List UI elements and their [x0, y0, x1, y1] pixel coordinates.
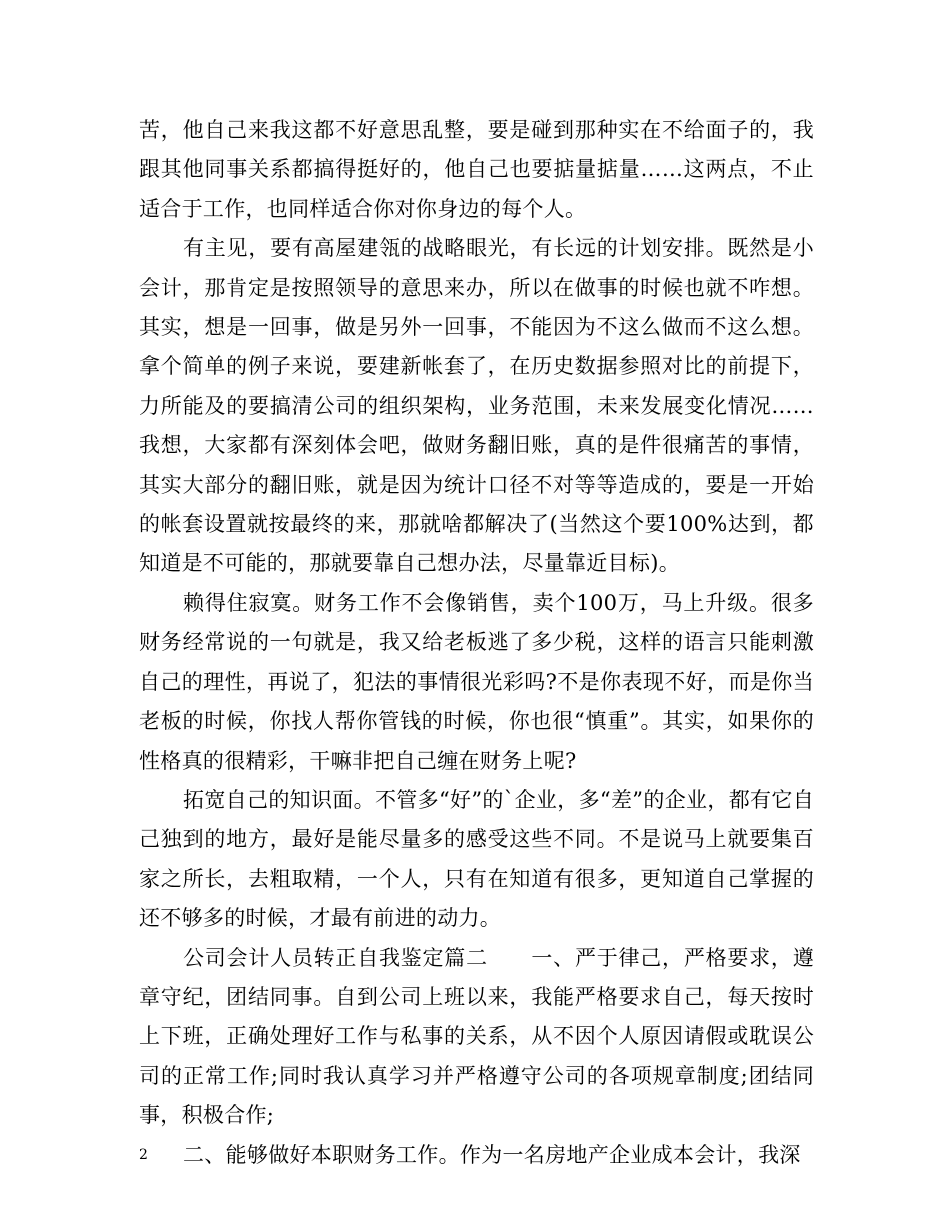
- paragraph-part-two-self-discipline: 公司会计人员转正自我鉴定篇二 一、严于律己，严格要求，遵章守纪，团结同事。自到公司上班以来，我能严格要求自己，每天按时上下班，正确处理好工作与私事的关系，从不因个人原因请假或耽误公司的正常工作;同时我认真学习并严格遵守公司的各项规章制度;团结同事，积极合作;: [139, 945, 814, 1128]
- paragraph-have-own-opinion: 有主见，要有高屋建瓴的战略眼光，有长远的计划安排。既然是小会计，那肯定是按照领导的意思来办，所以在做事的时候也就不咋想。其实，想是一回事，做是另外一回事，不能因为不这么做而不这么想。拿个简单的例子来说，要建新帐套了，在历史数据参照对比的前提下，力所能及的要搞清公司的组织架构，业务范围，未来发展变化情况……我想，大家都有深刻体会吧，做财务翻旧账，真的是件很痛苦的事情，其实大部分的翻旧账，就是因为统计口径不对等等造成的，要是一开始的帐套设置就按最终的来，那就啥都解决了(当然这个要100%达到，都知道是不可能的，那就要靠自己想办法，尽量靠近目标)。: [139, 236, 814, 576]
- paragraph-broaden-knowledge: 拓宽自己的知识面。不管多“好”的`企业，多“差”的企业，都有它自己独到的地方，最好是能尽量多的感受这些不同。不是说马上就要集百家之所长，去粗取精，一个人，只有在知道有很多，更知道自己掌握的还不够多的时候，才最有前进的动力。: [139, 787, 814, 931]
- page-number: 2: [139, 1147, 148, 1163]
- paragraph-endure-loneliness: 赖得住寂寞。财务工作不会像销售，卖个100万，马上升级。很多财务经常说的一句就是，我又给老板逃了多少税，这样的语言只能刺激自己的理性，再说了，犯法的事情很光彩吗?不是你表现不好，而是你当老板的时候，你找人帮你管钱的时候，你也很“慎重”。其实，如果你的性格真的很精彩，干嘛非把自己缠在财务上呢?: [139, 590, 814, 773]
- body-text: [139, 111, 814, 1175]
- paragraph-continuation: 苦，他自己来我这都不好意思乱整，要是碰到那种实在不给面子的，我跟其他同事关系都搞得挺好的，他自己也要掂量掂量……这两点，不止适合于工作，也同样适合你对你身边的每个人。: [139, 118, 814, 221]
- paragraph-part-two-finance-work: 二、能够做好本职财务工作。作为一名房地产企业成本会计，我深: [183, 1142, 801, 1167]
